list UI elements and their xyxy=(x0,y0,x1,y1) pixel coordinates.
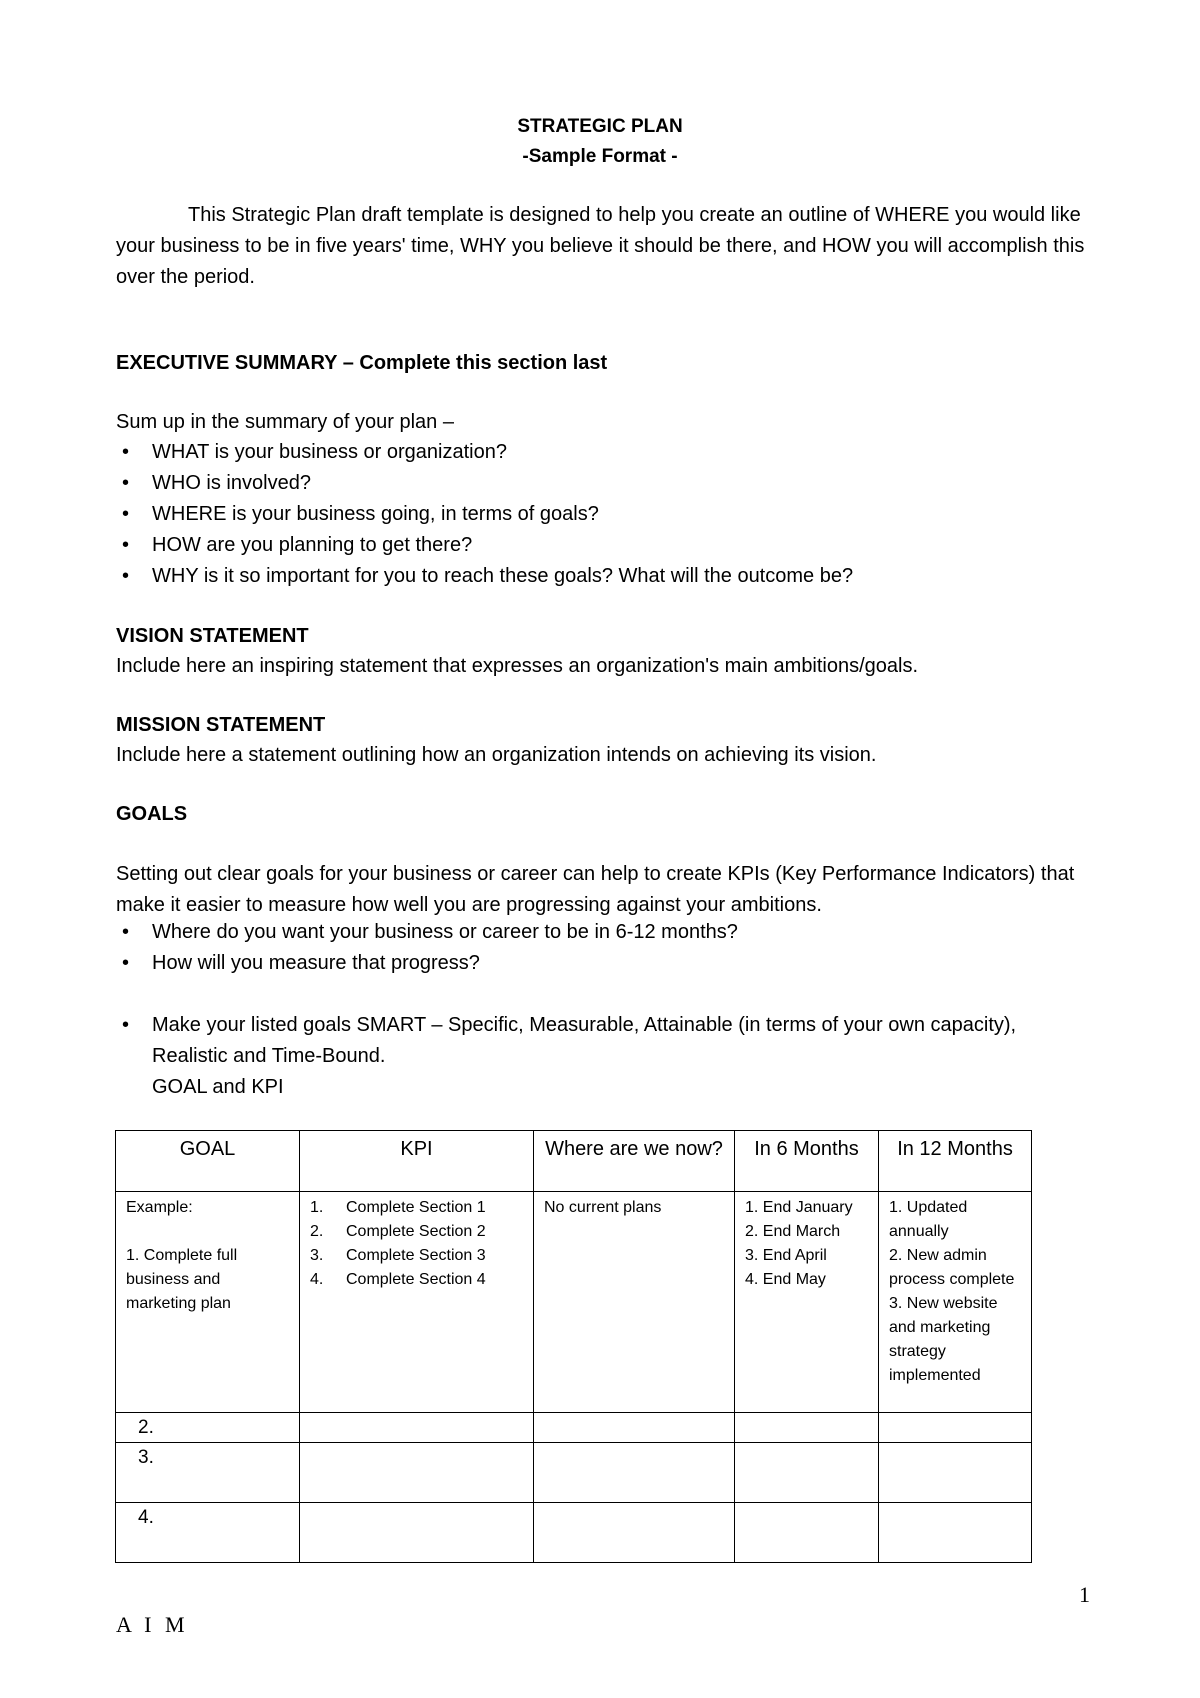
goals-paragraph: Setting out clear goals for your business or career can help to create KPIs (Key Performance Indicators) that make it easier to measure how well you are progressing against your ambitions. xyxy=(116,863,1075,916)
list-item: • How will you measure that progress? xyxy=(116,948,1076,979)
kpi-cell xyxy=(300,1503,534,1563)
goal-number-cell: 2. xyxy=(116,1413,300,1443)
header-where-now: Where are we now? xyxy=(534,1131,735,1192)
bullet-icon: • xyxy=(122,952,130,974)
bullet-icon: • xyxy=(122,921,130,943)
twelve-months-cell xyxy=(879,1413,1032,1443)
list-item: • WHAT is your business or organization? xyxy=(116,437,1076,468)
header-6-months: In 6 Months xyxy=(735,1131,879,1192)
executive-summary-lead: Sum up in the summary of your plan – xyxy=(116,411,454,433)
twelve-months-cell xyxy=(879,1503,1032,1563)
bullet-icon: • xyxy=(122,1014,130,1036)
list-item: • HOW are you planning to get there? xyxy=(116,530,1076,561)
list-item: • WHY is it so important for you to reach these goals? What will the outcome be? xyxy=(116,561,1076,592)
table-caption: GOAL and KPI xyxy=(152,1076,284,1098)
goals-kpi-table xyxy=(115,1130,1032,1563)
header-kpi: KPI xyxy=(300,1131,534,1192)
example-kpi-cell xyxy=(300,1192,534,1413)
vision-text: Include here an inspiring statement that expresses an organization's main ambitions/goals. xyxy=(116,655,919,677)
document-subtitle: -Sample Format - xyxy=(522,146,678,167)
intro-paragraph: This Strategic Plan draft template is designed to help you create an outline of WHERE you would like your business to be in five years' time, WHY you believe it should be there, and HOW you will accomplish this over the period. xyxy=(116,204,1085,288)
bullet-icon: • xyxy=(122,472,130,494)
goals-bullets xyxy=(116,917,1076,979)
goals-heading: GOALS xyxy=(116,803,188,825)
footer-initials: A I M xyxy=(116,1612,189,1637)
bullet-icon: • xyxy=(122,534,130,556)
list-item: • Where do you want your business or career to be in 6-12 months? xyxy=(116,917,1076,948)
mission-heading: MISSION STATEMENT xyxy=(116,714,326,736)
example-goal-cell: Example: 1. Complete full business and marketing plan xyxy=(116,1192,300,1413)
kpi-cell xyxy=(300,1413,534,1443)
table-row xyxy=(116,1443,1032,1503)
header-12-months: In 12 Months xyxy=(879,1131,1032,1192)
table-row xyxy=(116,1503,1032,1563)
executive-summary-bullets xyxy=(116,437,1076,592)
header-goal: GOAL xyxy=(116,1131,300,1192)
list-item: 3. Complete Section 3 xyxy=(310,1247,486,1264)
list-item: 1. Complete Section 1 xyxy=(310,1199,486,1216)
table-row xyxy=(116,1413,1032,1443)
page-number: 1 xyxy=(1079,1582,1090,1607)
example-12-months-cell: 1. Updated annually 2. New admin process complete 3. New website and marketing strategy implemented xyxy=(879,1192,1032,1413)
bullet-icon: • xyxy=(122,565,130,587)
smart-bullet xyxy=(116,1010,1046,1103)
twelve-months-cell xyxy=(879,1443,1032,1503)
table-header-row xyxy=(116,1131,1032,1192)
example-now-cell: No current plans xyxy=(534,1192,735,1413)
kpi-list xyxy=(310,1196,523,1292)
six-months-cell xyxy=(735,1443,879,1503)
mission-text: Include here a statement outlining how an organization intends on achieving its vision. xyxy=(116,744,877,766)
example-6-months-cell: 1. End January 2. End March 3. End April 4. End May xyxy=(735,1192,879,1413)
goal-number-cell: 4. xyxy=(116,1503,300,1563)
list-item: • WHO is involved? xyxy=(116,468,1076,499)
six-months-cell xyxy=(735,1413,879,1443)
list-item: • WHERE is your business going, in terms of goals? xyxy=(116,499,1076,530)
list-item: • Make your listed goals SMART – Specific, Measurable, Attainable (in terms of your own capacity), Realistic and Time-Bound. GOAL and KPI xyxy=(116,1010,1046,1103)
goal-number-cell: 3. xyxy=(116,1443,300,1503)
kpi-cell xyxy=(300,1443,534,1503)
vision-heading: VISION STATEMENT xyxy=(116,625,309,647)
now-cell xyxy=(534,1503,735,1563)
now-cell xyxy=(534,1443,735,1503)
bullet-icon: • xyxy=(122,441,130,463)
executive-summary-heading: EXECUTIVE SUMMARY – Complete this section last xyxy=(116,352,608,374)
list-item: 4. Complete Section 4 xyxy=(310,1271,486,1288)
now-cell xyxy=(534,1413,735,1443)
six-months-cell xyxy=(735,1503,879,1563)
document-title: STRATEGIC PLAN xyxy=(517,116,683,137)
table-row xyxy=(116,1192,1032,1413)
list-item: 2. Complete Section 2 xyxy=(310,1223,486,1240)
bullet-icon: • xyxy=(122,503,130,525)
